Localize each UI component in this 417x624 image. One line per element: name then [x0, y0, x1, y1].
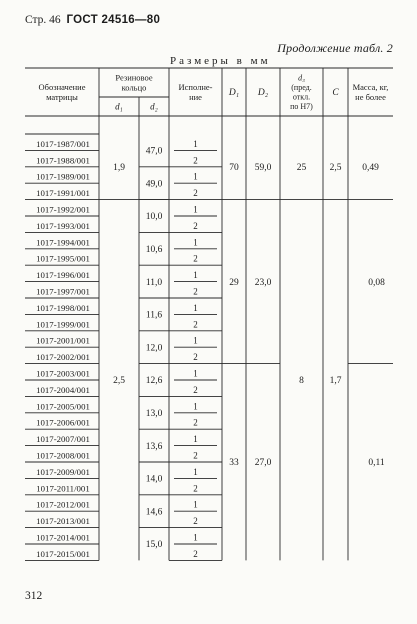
- variant-cell: 1: [193, 138, 198, 149]
- D1-cell: 70: [229, 163, 239, 173]
- header-C: C: [332, 88, 339, 98]
- designation-cell: 1017-2014/001: [36, 532, 90, 543]
- mass-cell: 0,08: [368, 277, 385, 288]
- variant-cell: 2: [193, 352, 198, 363]
- d2-cell: 12,6: [145, 376, 163, 387]
- C-cell: 1,7: [329, 376, 342, 387]
- d2-cell: 14,6: [145, 507, 163, 518]
- designation-cell: 1017-1999/001: [36, 319, 90, 330]
- header-d1: d₁: [115, 101, 123, 112]
- designation-cell: 1017-1996/001: [36, 270, 90, 281]
- header-ring: Резиновое: [115, 72, 153, 83]
- header-d3: d₃: [298, 73, 305, 83]
- designation-cell: 1017-1991/001: [36, 188, 90, 199]
- d2-cell: 13,0: [145, 409, 163, 419]
- designation-cell: 1017-1992/001: [36, 204, 90, 215]
- variant-cell: 2: [193, 483, 198, 494]
- d2-cell: 13,6: [145, 441, 163, 452]
- designation-cell: 1017-2015/001: [36, 548, 90, 559]
- header-d3: (пред.: [291, 83, 312, 93]
- d2-cell: 10,0: [145, 212, 163, 223]
- d2-cell: 11,0: [145, 277, 163, 288]
- variant-cell: 2: [193, 548, 198, 559]
- d1-cell: 2,5: [113, 376, 125, 387]
- d2-cell: 12,0: [145, 343, 163, 354]
- D1-cell: 33: [229, 458, 239, 469]
- variant-cell: 1: [193, 368, 198, 379]
- header-D1: D₁: [228, 88, 240, 98]
- variant-cell: 2: [193, 319, 198, 330]
- variant-cell: 2: [193, 253, 198, 264]
- variant-cell: 2: [193, 286, 198, 297]
- D2-cell: 27,0: [254, 458, 272, 469]
- designation-cell: 1017-2013/001: [36, 516, 90, 527]
- designation-cell: 1017-1995/001: [36, 253, 90, 264]
- d3-cell: 25: [296, 163, 307, 173]
- designation-cell: 1017-1989/001: [36, 171, 90, 182]
- designation-cell: 1017-2007/001: [36, 434, 90, 445]
- designation-cell: 1017-1987/001: [36, 138, 90, 149]
- d2-cell: 10,6: [145, 245, 163, 255]
- designation-cell: 1017-2006/001: [36, 417, 90, 428]
- D2-cell: 59,0: [254, 163, 272, 173]
- variant-cell: 1: [193, 532, 198, 543]
- header-variant: ние: [189, 91, 202, 102]
- designation-cell: 1017-2005/001: [36, 401, 90, 412]
- variant-cell: 2: [193, 417, 198, 428]
- table-continuation-label: Продолжение табл. 2: [277, 41, 393, 55]
- designation-cell: 1017-2004/001: [36, 384, 90, 395]
- variant-cell: 2: [193, 220, 198, 231]
- d2-cell: 11,6: [145, 310, 163, 321]
- designation-cell: 1017-1994/001: [36, 237, 90, 248]
- designation-cell: 1017-1997/001: [36, 286, 90, 297]
- variant-cell: 1: [193, 204, 198, 215]
- d1-cell: 1,9: [113, 163, 125, 173]
- header-d3: по H7): [290, 102, 313, 112]
- header-variant: Исполне-: [178, 81, 213, 92]
- header-d2: d₂: [150, 101, 158, 112]
- standard-number: ГОСТ 24516—80: [66, 14, 161, 26]
- page-label: Стр. 46: [25, 14, 61, 26]
- variant-cell: 2: [193, 384, 198, 395]
- units-caption: Размеры в мм: [170, 55, 271, 67]
- header-mass: не более: [355, 91, 386, 102]
- D2-cell: 23,0: [254, 277, 272, 288]
- designation-cell: 1017-2001/001: [36, 335, 90, 346]
- variant-cell: 1: [193, 171, 198, 182]
- header-ring: кольцо: [121, 82, 147, 93]
- designation-cell: 1017-2012/001: [36, 499, 90, 510]
- header-d3: откл.: [292, 92, 311, 102]
- C-cell: 2,5: [329, 163, 342, 173]
- designation-cell: 1017-1993/001: [36, 220, 90, 231]
- variant-cell: 1: [193, 434, 198, 445]
- designation-cell: 1017-2011/001: [36, 483, 90, 494]
- designation-cell: 1017-1998/001: [36, 302, 90, 313]
- header-designation: матрицы: [46, 91, 78, 102]
- d2-cell: 49,0: [145, 179, 163, 190]
- variant-cell: 1: [193, 499, 198, 510]
- variant-cell: 2: [193, 516, 198, 527]
- header-designation: Обозначение: [38, 81, 86, 92]
- variant-cell: 1: [193, 401, 198, 412]
- d2-cell: 47,0: [145, 146, 163, 157]
- D1-cell: 29: [229, 277, 239, 288]
- page-number: 312: [25, 590, 43, 602]
- variant-cell: 2: [193, 188, 198, 199]
- variant-cell: 1: [193, 302, 198, 313]
- variant-cell: 2: [193, 155, 198, 166]
- header-mass: Масса, кг,: [352, 81, 389, 92]
- variant-cell: 1: [193, 270, 198, 281]
- variant-cell: 1: [193, 466, 198, 477]
- mass-cell: 0,49: [362, 163, 379, 173]
- variant-cell: 2: [193, 450, 198, 461]
- designation-cell: 1017-2009/001: [36, 466, 90, 477]
- variant-cell: 1: [193, 237, 198, 248]
- designation-cell: 1017-2008/001: [36, 450, 90, 461]
- mass-cell: 0,11: [368, 458, 385, 469]
- d3-cell: 8: [299, 376, 304, 387]
- designation-cell: 1017-1988/001: [36, 155, 90, 166]
- variant-cell: 1: [193, 335, 198, 346]
- d2-cell: 14,0: [145, 474, 163, 485]
- d2-cell: 15,0: [145, 540, 163, 551]
- designation-cell: 1017-2002/001: [36, 352, 90, 363]
- designation-cell: 1017-2003/001: [36, 368, 90, 379]
- header-D2: D₂: [257, 88, 269, 98]
